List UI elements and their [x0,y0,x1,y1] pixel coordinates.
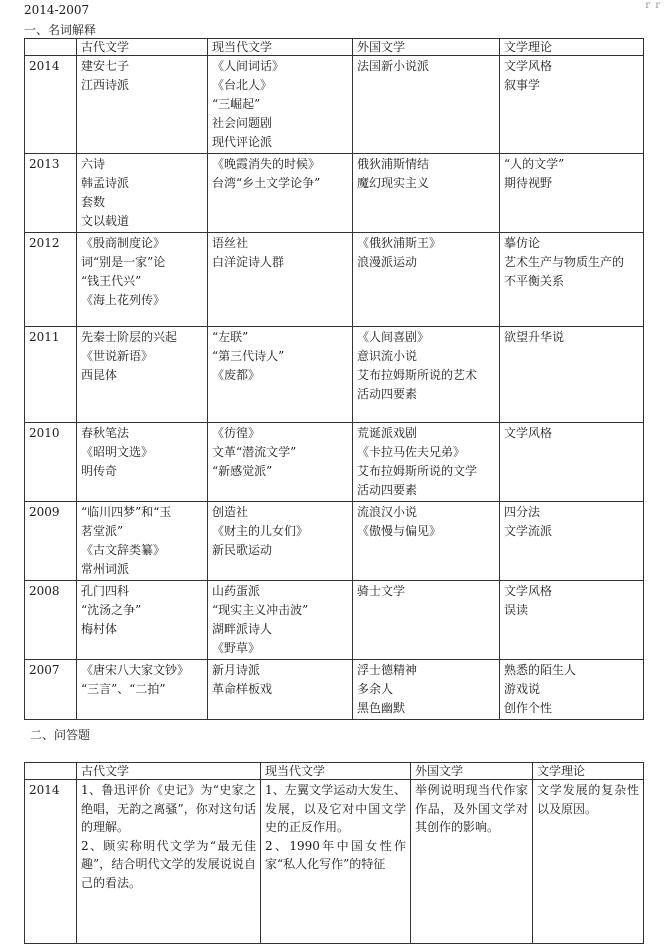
table-cell [77,154,208,233]
table-cell [500,581,644,660]
year-cell: 2009 [25,502,77,581]
terms-table [24,38,644,720]
cell-line: 《海上花列传》 [81,293,166,307]
section1-heading: 一、名词解释 [24,23,97,37]
cell-line: 活动四要素 [357,387,418,401]
cell-line: 社会问题剧 [212,116,273,130]
header-cell: 外国文学 [411,763,533,780]
table-cell [500,660,644,720]
cell-line: 《殷商制度论》 [81,236,166,250]
cell-paragraph: 文学发展的复杂性以及原因。 [537,783,639,816]
table-cell [500,327,644,423]
header-cell: 文学理论 [500,39,644,56]
cell-line: “临川四梦”和“玉 [81,505,172,519]
cell-line: 《俄狄浦斯王》 [357,236,442,250]
cell-paragraph: 1、鲁迅评价《史记》为“史家之绝唱，无韵之离骚”，你对这句话的理解。 [81,783,256,834]
table-cell [500,154,644,233]
table-cell [353,423,500,502]
cell-line: 台湾“乡土文学论争” [212,176,321,190]
year-cell: 2014 [25,56,77,154]
table-cell [77,56,208,154]
table-cell [77,423,208,502]
cell-line: 现代评论派 [212,135,273,149]
header-cell-corner [25,39,77,56]
table-row [25,423,644,502]
cell-line: “三崛起” [212,97,261,111]
table-row [25,233,644,327]
cell-line: 叙事学 [504,78,541,92]
table-cell [353,56,500,154]
cell-line: 摹仿论 [504,236,541,250]
cell-line: 《晚霞消失的时候》 [212,157,321,171]
cell-line: “左联” [212,330,249,344]
cell-line: 艾布拉姆斯所说的文学 [357,464,478,478]
header-cell: 古代文学 [77,763,261,780]
cell-line: 常州词派 [81,562,130,576]
table-cell [353,233,500,327]
cell-line: 《世说新语》 [81,349,154,363]
table-cell [353,154,500,233]
cell-line: 欲望升华说 [504,330,565,344]
year-cell: 2007 [25,660,77,720]
cell-line: 《人间喜剧》 [357,330,430,344]
table-header-row [25,39,644,56]
cell-line: 新民歌运动 [212,543,273,557]
table-cell [500,423,644,502]
table-cell [77,581,208,660]
cell-line: 《台北人》 [212,78,273,92]
table-header-row [25,763,644,780]
table-cell [77,780,261,944]
header-cell: 现当代文学 [208,39,353,56]
year-cell: 2011 [25,327,77,423]
table-cell [353,660,500,720]
header-cell: 外国文学 [353,39,500,56]
section2-heading: 二、问答题 [30,728,91,742]
cell-line: 明传奇 [81,464,118,478]
cell-line: 俄狄浦斯情结 [357,157,430,171]
table-cell [208,233,353,327]
cell-line: 革命样板戏 [212,682,273,696]
cell-line: 浪漫派运动 [357,255,418,269]
cell-line: 误读 [504,603,529,617]
cell-line: 《彷徨》 [212,426,261,440]
corner-mark: r r [645,0,661,11]
terms-table-body [25,39,644,720]
cell-line: 湖畔派诗人 [212,622,273,636]
cell-line: 文学风格 [504,426,553,440]
cell-line: 《野草》 [212,641,261,655]
table-cell [208,581,353,660]
cell-line: 魔幻现实主义 [357,176,430,190]
cell-line: “现实主义冲击波” [212,603,309,617]
cell-line: 春秋笔法 [81,426,130,440]
cell-line: 四分法 [504,505,541,519]
cell-line: 韩孟诗派 [81,176,130,190]
table-cell [500,502,644,581]
cell-line: 六诗 [81,157,106,171]
cell-line: 创作个性 [504,701,553,715]
cell-line: 词“别是一家”论 [81,255,166,269]
cell-line: 孔门四科 [81,584,130,598]
table-cell [208,56,353,154]
cell-paragraph: 举例说明现当代作家作品，及外国文学对其创作的影响。 [415,783,528,834]
year-cell: 2010 [25,423,77,502]
cell-line: 活动四要素 [357,483,418,497]
cell-line: 先秦士阶层的兴起 [81,330,178,344]
cell-line: 意识流小说 [357,349,418,363]
cell-line: 多余人 [357,682,394,696]
table-row [25,780,644,944]
header-cell: 文学理论 [533,763,644,780]
cell-line: 茗堂派” [81,524,124,538]
questions-table-body [25,763,644,944]
cell-line: 《傲慢与偏见》 [357,524,442,538]
cell-paragraph: 2、顾实称明代文学为“最无佳趣”，结合明代文学的发展说说自己的看法。 [81,838,256,890]
cell-line: 《昭明文选》 [81,445,154,459]
header-cell-corner [25,763,77,780]
year-cell: 2014 [25,780,77,944]
cell-paragraph: 1、左翼文学运动大发生、发展，以及它对中国文学史的正反作用。 [265,783,406,834]
cell-line: 熟悉的陌生人 [504,663,577,677]
cell-line: “第三代诗人” [212,349,285,363]
cell-line: 《唐宋八大家文钞》 [81,663,190,677]
cell-line: “三言”、“二拍” [81,682,166,696]
cell-line: 法国新小说派 [357,59,430,73]
cell-line: 新月诗派 [212,663,261,677]
cell-line: 《古文辞类纂》 [81,543,166,557]
cell-line: 荒诞派戏剧 [357,426,418,440]
questions-table [24,762,644,944]
cell-line: 江西诗派 [81,78,130,92]
table-cell [353,327,500,423]
cell-line: 骑士文学 [357,584,406,598]
table-cell [533,780,644,944]
cell-line: 文学风格 [504,584,553,598]
table-cell [208,327,353,423]
cell-line: 黑色幽默 [357,701,406,715]
cell-line: 浮士德精神 [357,663,418,677]
cell-line: 文学流派 [504,524,553,538]
cell-line: 西昆体 [81,368,118,382]
table-row [25,56,644,154]
table-cell [353,502,500,581]
table-cell [208,660,353,720]
cell-line: “沈汤之争” [81,603,142,617]
cell-line: “钱王代兴” [81,274,142,288]
cell-line: 语丝社 [212,236,249,250]
cell-line: 期待视野 [504,176,553,190]
table-cell [353,581,500,660]
table-cell [411,780,533,944]
cell-line: “新感觉派” [212,464,273,478]
cell-line: 文学风格 [504,59,553,73]
table-cell [77,327,208,423]
cell-line: 《人间词话》 [212,59,285,73]
cell-line: 文以载道 [81,214,130,228]
cell-paragraph: 2、1990年中国女性作家“私人化写作”的特征 [265,838,406,871]
table-row [25,581,644,660]
cell-line: 山药蛋派 [212,584,261,598]
year-cell: 2013 [25,154,77,233]
table-row [25,154,644,233]
cell-line: 建安七子 [81,59,130,73]
table-cell [261,780,411,944]
cell-line: 游戏说 [504,682,541,696]
header-cell: 古代文学 [77,39,208,56]
cell-line: 套数 [81,195,106,209]
table-cell [77,660,208,720]
cell-line: 不平衡关系 [504,274,565,288]
table-cell [77,233,208,327]
table-cell [208,502,353,581]
cell-line: 《卡拉马佐夫兄弟》 [357,445,466,459]
table-cell [77,502,208,581]
year-cell: 2012 [25,233,77,327]
table-cell [500,233,644,327]
cell-line: 《废都》 [212,368,261,382]
table-row [25,327,644,423]
header-cell: 现当代文学 [261,763,411,780]
cell-line: 《财主的儿女们》 [212,524,309,538]
cell-line: 白洋淀诗人群 [212,255,285,269]
year-cell: 2008 [25,581,77,660]
cell-line: 文革“潜流文学” [212,445,297,459]
cell-line: 流浪汉小说 [357,505,418,519]
cell-line: 艾布拉姆斯所说的艺术 [357,368,478,382]
table-cell [500,56,644,154]
table-row [25,502,644,581]
cell-line: 创造社 [212,505,249,519]
cell-line: 梅村体 [81,622,118,636]
table-cell [208,423,353,502]
document-title: 2014-2007 [24,3,90,17]
table-row [25,660,644,720]
cell-line: “人的文学” [504,157,565,171]
cell-line: 艺术生产与物质生产的 [504,255,625,269]
table-cell [208,154,353,233]
